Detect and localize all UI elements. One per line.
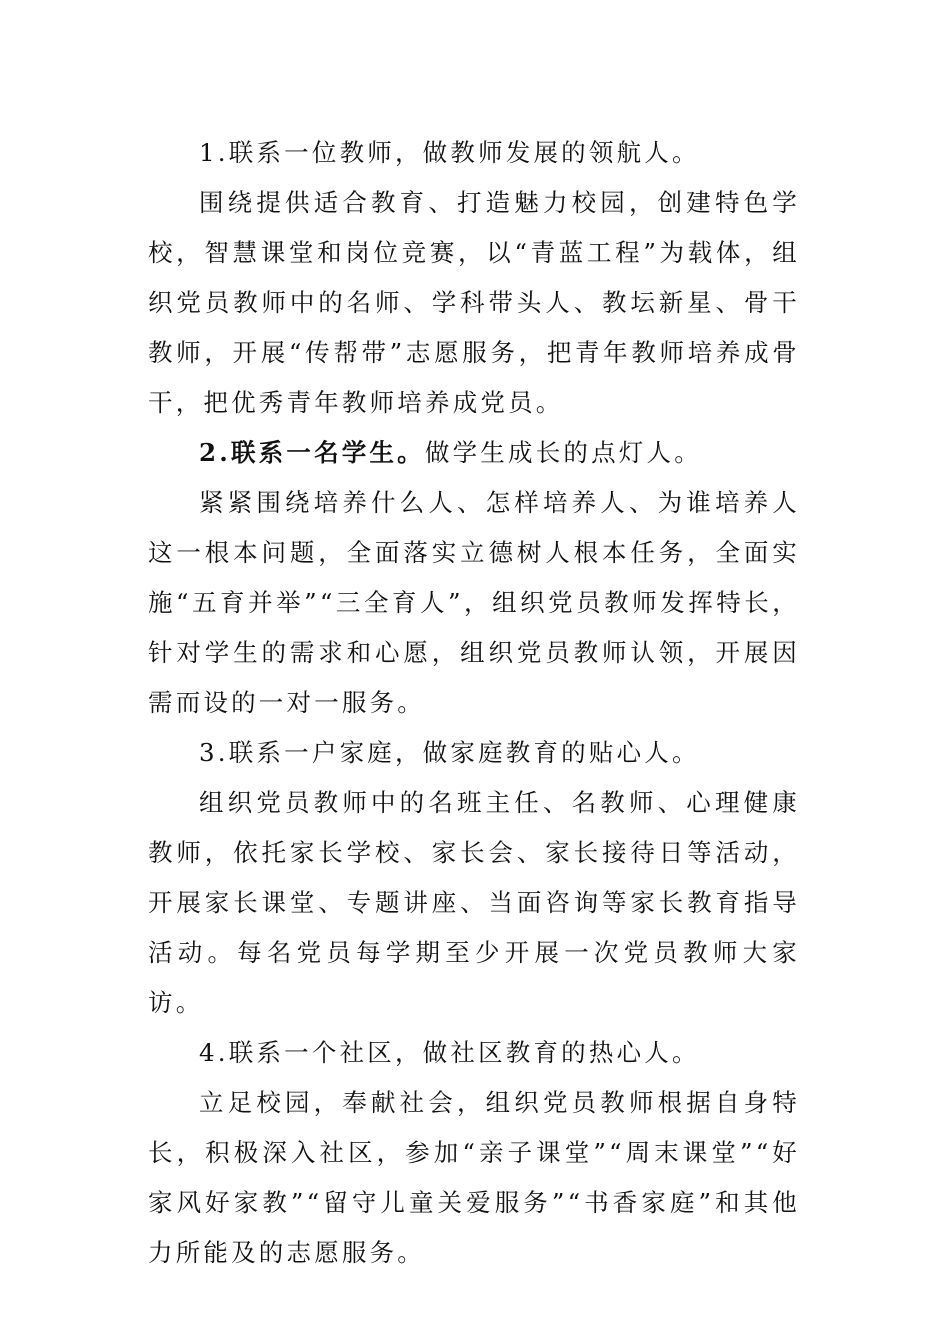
section-1-heading: 1.联系一位教师，做教师发展的领航人。	[199, 138, 700, 167]
section-1-body: 围绕提供适合教育、打造魅力校园，创建特色学校，智慧课堂和岗位竞赛，以“青蓝工程”为载体，组织党员教师中的名师、学科带头人、教坛新星、骨干教师，开展“传帮带”志愿服务，把青年教师培养成骨干，把优秀青年教师培养成党员。	[148, 188, 800, 417]
section-2-body: 紧紧围绕培养什么人、怎样培养人、为谁培养人这一根本问题，全面落实立德树人根本任务，全面实施“五育并举”“三全育人”，组织党员教师发挥特长，针对学生的需求和心愿，组织党员教师认领，开展因需而设的一对一服务。	[148, 488, 800, 717]
section-3-heading: 3.联系一户家庭，做家庭教育的贴心人。	[199, 738, 700, 767]
section-3-body: 组织党员教师中的名班主任、名教师、心理健康教师，依托家长学校、家长会、家长接待日等活动，开展家长课堂、专题讲座、当面咨询等家长教育指导活动。每名党员每学期至少开展一次党员教师大家访。	[148, 788, 800, 1017]
section-2-heading-rest: 做学生成长的点灯人。	[424, 438, 702, 467]
section-4-heading: 4.联系一个社区，做社区教育的热心人。	[199, 1038, 700, 1067]
section-2-heading-bold: 2.联系一名学生。	[199, 438, 425, 467]
section-2-heading	[148, 428, 800, 478]
section-4-body: 立足校园，奉献社会，组织党员教师根据自身特长，积极深入社区，参加“亲子课堂”“周末课堂”“好家风好家教”“留守儿童关爱服务”“书香家庭”和其他力所能及的志愿服务。	[148, 1088, 800, 1267]
